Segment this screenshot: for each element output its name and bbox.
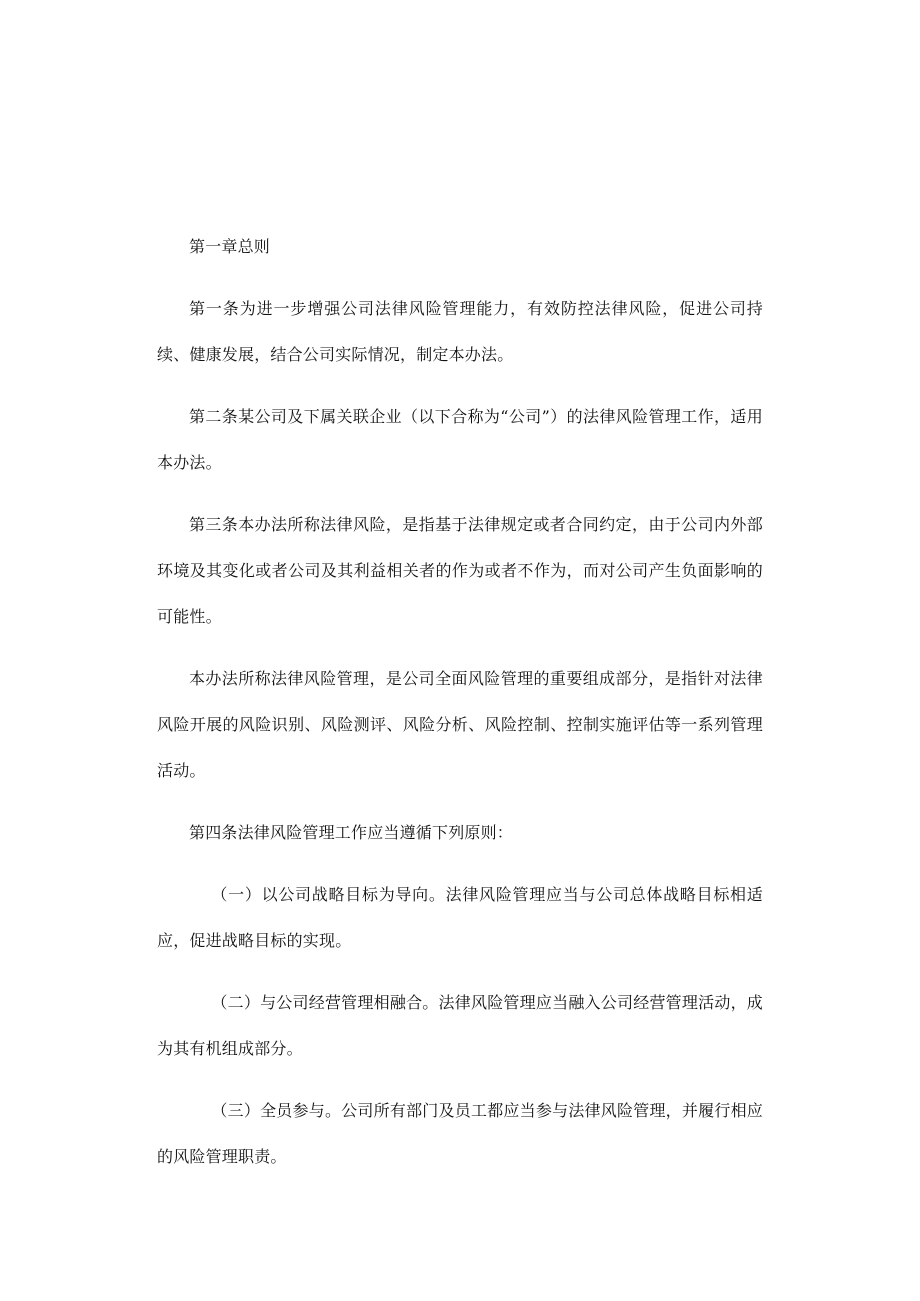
- principle-3: （三）全员参与。公司所有部门及员工都应当参与法律风险管理，并履行相应的风险管理职责。: [157, 1101, 763, 1166]
- article-1: 第一条为进一步增强公司法律风险管理能力，有效防控法律风险，促进公司持续、健康发展，结合公司实际情况，制定本办法。: [157, 299, 763, 364]
- article-3: 第三条本办法所称法律风险，是指基于法律规定或者合同约定，由于公司内外部环境及其变化或者公司及其利益相关者的作为或者不作为，而对公司产生负面影响的可能性。: [157, 515, 763, 626]
- article-4: 第四条法律风险管理工作应当遵循下列原则：: [189, 823, 514, 842]
- chapter-title: 第一章总则: [189, 237, 271, 256]
- article-2: 第二条某公司及下属关联企业（以下合称为“公司”）的法律风险管理工作，适用本办法。: [157, 407, 763, 472]
- article-3-definition: 本办法所称法律风险管理，是公司全面风险管理的重要组成部分，是指针对法律风险开展的风险识别、风险测评、风险分析、风险控制、控制实施评估等一系列管理活动。: [157, 669, 763, 780]
- principle-1: （一）以公司战略目标为导向。法律风险管理应当与公司总体战略目标相适应，促进战略目标的实现。: [157, 885, 763, 950]
- document-page: [157, 224, 763, 1196]
- principle-2: （二）与公司经营管理相融合。法律风险管理应当融入公司经营管理活动，成为其有机组成部分。: [157, 993, 763, 1058]
